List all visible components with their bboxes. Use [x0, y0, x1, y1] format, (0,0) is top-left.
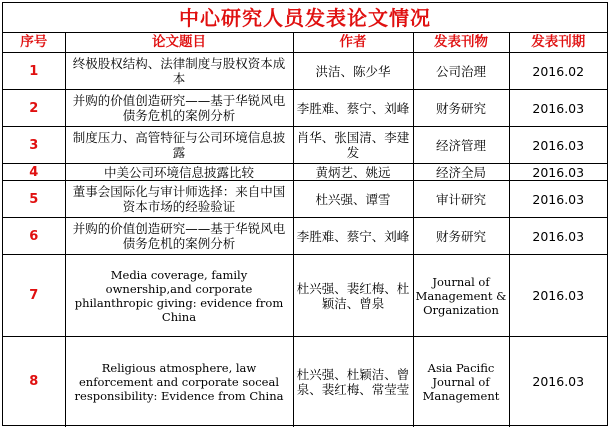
row-journal: Asia Pacific Journal of Management — [413, 337, 509, 427]
row-no: 5 — [3, 181, 65, 218]
row-authors: 洪洁、陈少华 — [293, 53, 413, 90]
row-date: 2016.03 — [509, 218, 607, 255]
header-row — [3, 33, 607, 53]
row-date: 2016.03 — [509, 337, 607, 427]
row-topic: 并购的价值创造研究——基于华锐风电债务危机的案例分析 — [65, 218, 293, 255]
row-date: 2016.03 — [509, 181, 607, 218]
row-topic: Religious atmosphere, law enforcement and corporate soceal responsibility: Evidence from China — [65, 337, 293, 427]
row-no: 1 — [3, 53, 65, 90]
table-row — [3, 337, 607, 427]
row-no: 7 — [3, 255, 65, 337]
row-journal: Journal of Management & Organization — [413, 255, 509, 337]
table-row — [3, 90, 607, 127]
row-date: 2016.03 — [509, 90, 607, 127]
row-authors: 杜兴强、杜颖洁、曾泉、裴红梅、常莹莹 — [293, 337, 413, 427]
row-authors: 肖华、张国清、李建发 — [293, 127, 413, 164]
table-row — [3, 218, 607, 255]
row-authors: 杜兴强、谭雪 — [293, 181, 413, 218]
spreadsheet-table-container — [2, 2, 608, 426]
table-row — [3, 164, 607, 181]
header-topic: 论文题目 — [65, 33, 293, 53]
row-journal: 财务研究 — [413, 90, 509, 127]
row-topic: 终极股权结构、法律制度与股权资本成本 — [65, 53, 293, 90]
header-authors: 作者 — [293, 33, 413, 53]
table-row — [3, 181, 607, 218]
table-row — [3, 127, 607, 164]
row-date: 2016.02 — [509, 53, 607, 90]
row-topic: 董事会国际化与审计师选择：来自中国资本市场的经验验证 — [65, 181, 293, 218]
header-no: 序号 — [3, 33, 65, 53]
header-date: 发表刊期 — [509, 33, 607, 53]
row-no: 6 — [3, 218, 65, 255]
row-authors: 黄炳艺、姚远 — [293, 164, 413, 181]
row-no: 8 — [3, 337, 65, 427]
table-row — [3, 53, 607, 90]
row-journal: 公司治理 — [413, 53, 509, 90]
row-no: 4 — [3, 164, 65, 181]
row-date: 2016.03 — [509, 255, 607, 337]
row-authors: 杜兴强、裴红梅、杜颖洁、曾泉 — [293, 255, 413, 337]
row-date: 2016.03 — [509, 164, 607, 181]
row-journal: 审计研究 — [413, 181, 509, 218]
papers-table — [3, 33, 607, 427]
row-topic: Media coverage, family ownership,and corporate philanthropic giving: evidence from China — [65, 255, 293, 337]
row-no: 3 — [3, 127, 65, 164]
row-authors: 李胜难、蔡宁、刘峰 — [293, 90, 413, 127]
row-topic: 中美公司环境信息披露比较 — [65, 164, 293, 181]
row-no: 2 — [3, 90, 65, 127]
header-journal: 发表刊物 — [413, 33, 509, 53]
row-journal: 经济管理 — [413, 127, 509, 164]
row-date: 2016.03 — [509, 127, 607, 164]
table-row — [3, 255, 607, 337]
row-authors: 李胜难、蔡宁、刘峰 — [293, 218, 413, 255]
row-topic: 制度压力、高管特征与公司环境信息披露 — [65, 127, 293, 164]
row-journal: 财务研究 — [413, 218, 509, 255]
row-topic: 并购的价值创造研究——基于华锐风电债务危机的案例分析 — [65, 90, 293, 127]
row-journal: 经济全局 — [413, 164, 509, 181]
page-title: 中心研究人员发表论文情况 — [3, 3, 607, 33]
